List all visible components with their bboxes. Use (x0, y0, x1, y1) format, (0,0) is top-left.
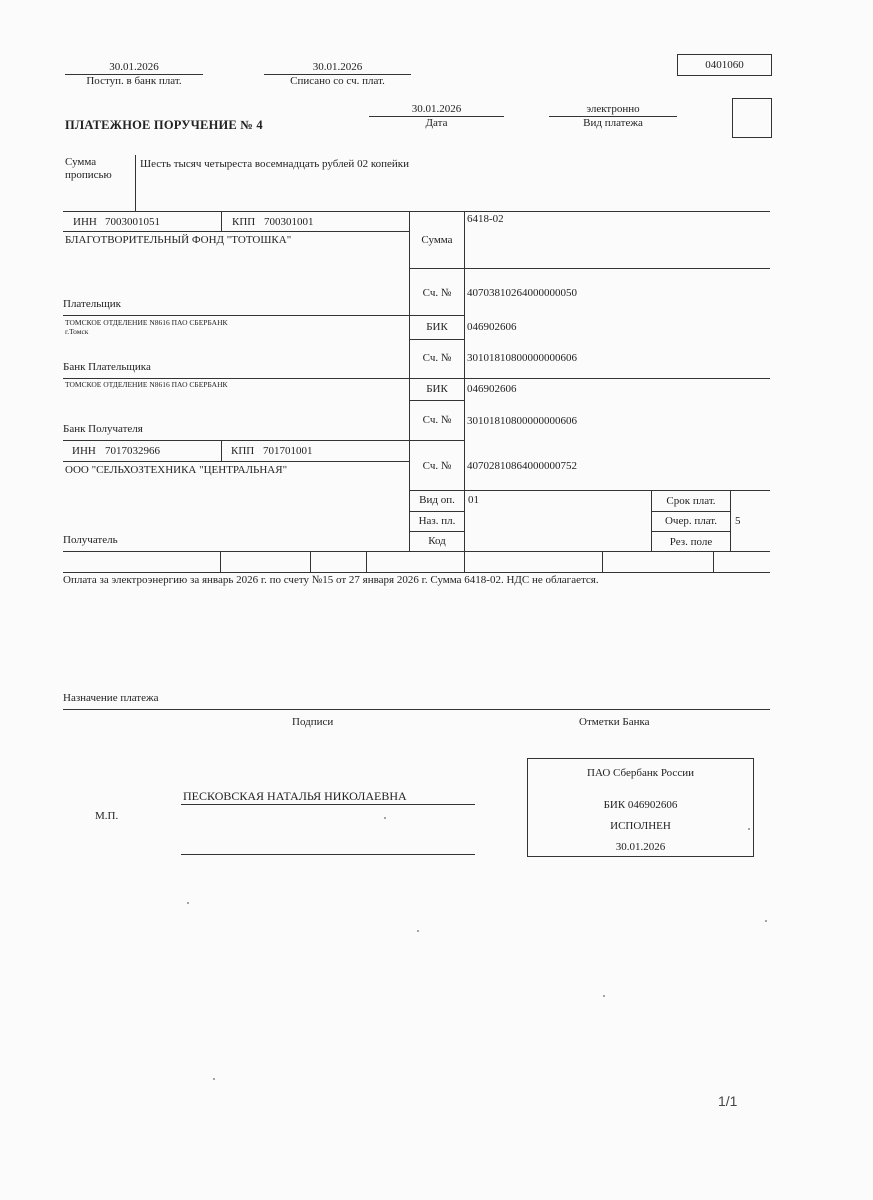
payee-name: ООО "СЕЛЬХОЗТЕХНИКА "ЦЕНТРАЛЬНАЯ" (65, 464, 288, 476)
scan-speck (213, 1078, 215, 1080)
vid-op-label: Вид оп. (419, 494, 455, 506)
payee-kpp: 701701001 (263, 445, 313, 457)
grid-line (652, 511, 731, 512)
payer-bank-account-label: Сч. № (422, 352, 452, 364)
payee-bank-bik: 046902606 (467, 383, 517, 395)
grid-line (310, 551, 311, 572)
grid-line (366, 551, 367, 572)
document-date-label: Дата (425, 117, 448, 129)
payer-account: 40703810264000000050 (467, 287, 577, 299)
payee-bank-label: Банк Получателя (63, 423, 143, 435)
naz-pl-label: Наз. пл. (418, 515, 456, 527)
grid-line (713, 551, 714, 572)
payee-account-label: Сч. № (422, 460, 452, 472)
purpose-label: Назначение платежа (63, 692, 159, 704)
amount-value: 6418-02 (467, 213, 504, 225)
amount-words-value: Шесть тысяч четыреста восемнадцать рублей 02 копейки (140, 158, 409, 170)
payee-inn: 7017032966 (105, 445, 160, 457)
grid-line (410, 531, 465, 532)
signer-name: ПЕСКОВСКАЯ НАТАЛЬЯ НИКОЛАЕВНА (183, 789, 407, 803)
payer-inn-label: ИНН (73, 216, 97, 228)
payee-bank-bik-label: БИК (426, 383, 448, 395)
payer-kpp: 700301001 (264, 216, 314, 228)
payee-label: Получатель (63, 534, 118, 546)
payer-bank-name: ТОМСКОЕ ОТДЕЛЕНИЕ N8616 ПАО СБЕРБАНК (65, 318, 228, 327)
signatures-label: Подписи (292, 716, 334, 728)
amount-words-label-1: Сумма (65, 156, 97, 168)
priority-box (732, 98, 772, 138)
payee-kpp-label: КПП (231, 445, 255, 457)
received-label: Поступ. в банк плат. (86, 75, 182, 87)
scan-speck (187, 902, 189, 904)
payment-kind-label: Вид платежа (583, 117, 643, 129)
amount-label: Сумма (421, 234, 453, 246)
signature-line-2 (181, 854, 475, 855)
payee-bank-account-label: Сч. № (422, 414, 452, 426)
amount-words-label-2: прописью (65, 169, 112, 181)
scan-speck (748, 828, 750, 830)
srok-label: Срок плат. (666, 495, 716, 507)
scan-speck (603, 995, 605, 997)
grid-line (63, 440, 465, 441)
stamp-status: ИСПОЛНЕН (610, 820, 671, 832)
payee-bank-name: ТОМСКОЕ ОТДЕЛЕНИЕ N8616 ПАО СБЕРБАНК (65, 380, 228, 389)
grid-line (63, 315, 465, 316)
payment-kind: электронно (586, 103, 640, 115)
payee-inn-label: ИНН (72, 445, 96, 457)
grid-line (221, 211, 222, 231)
mp-label: М.П. (95, 810, 119, 822)
grid-line (220, 551, 221, 572)
grid-line (602, 551, 603, 572)
grid-line (63, 551, 770, 552)
received-date: 30.01.2026 (109, 61, 159, 73)
grid-line (63, 211, 770, 212)
payer-bank-bik: 046902606 (467, 321, 517, 333)
ocher-value: 5 (735, 515, 741, 527)
payer-bank-label: Банк Плательщика (63, 361, 151, 373)
signature-line-1 (181, 804, 475, 805)
stamp-bik: БИК 046902606 (603, 799, 678, 811)
bank-stamp (527, 758, 754, 857)
payer-account-label: Сч. № (422, 287, 452, 299)
bank-marks-label: Отметки Банка (579, 716, 650, 728)
payer-inn: 7003001051 (105, 216, 160, 228)
amount-words-divider (135, 155, 136, 212)
rez-label: Рез. поле (669, 536, 713, 548)
debited-label: Списано со сч. плат. (290, 75, 385, 87)
grid-line (63, 231, 409, 232)
grid-line (464, 211, 465, 572)
payer-name: БЛАГОТВОРИТЕЛЬНЫЙ ФОНД "ТОТОШКА" (65, 234, 292, 246)
grid-line (410, 339, 465, 340)
payer-kpp-label: КПП (232, 216, 256, 228)
payee-account: 40702810864000000752 (467, 460, 577, 472)
stamp-bank: ПАО Сбербанк России (587, 767, 694, 779)
grid-line (63, 461, 409, 462)
ocher-label: Очер. плат. (664, 515, 718, 527)
stamp-date: 30.01.2026 (615, 841, 666, 853)
purpose-text: Оплата за электроэнергию за январь 2026 г. по счету №15 от 27 января 2026 г. Сумма 6418-02. НДС не облагается. (63, 574, 599, 586)
payer-label: Плательщик (63, 298, 121, 310)
scan-speck (417, 930, 419, 932)
page-number: 1/1 (718, 1093, 738, 1109)
grid-line (652, 531, 731, 532)
payer-bank-account: 30101810800000000606 (467, 352, 577, 364)
document-date: 30.01.2026 (411, 103, 462, 115)
debited-date: 30.01.2026 (312, 61, 363, 73)
payer-bank-bik-label: БИК (426, 321, 448, 333)
grid-line (221, 440, 222, 461)
form-code: 0401060 (705, 59, 744, 71)
grid-line (410, 400, 465, 401)
vid-op-value: 01 (468, 494, 479, 506)
payer-bank-city: г.Томск (65, 327, 89, 336)
document-title: ПЛАТЕЖНОЕ ПОРУЧЕНИЕ № 4 (65, 118, 263, 132)
kod-label: Код (428, 535, 446, 547)
form-code-box (677, 54, 772, 76)
grid-line (730, 490, 731, 551)
payee-bank-account: 30101810800000000606 (467, 415, 577, 427)
scan-speck (384, 817, 386, 819)
grid-line (410, 511, 465, 512)
grid-line (63, 378, 770, 379)
purpose-line (63, 709, 770, 710)
scan-speck (765, 920, 767, 922)
grid-line (63, 572, 770, 573)
